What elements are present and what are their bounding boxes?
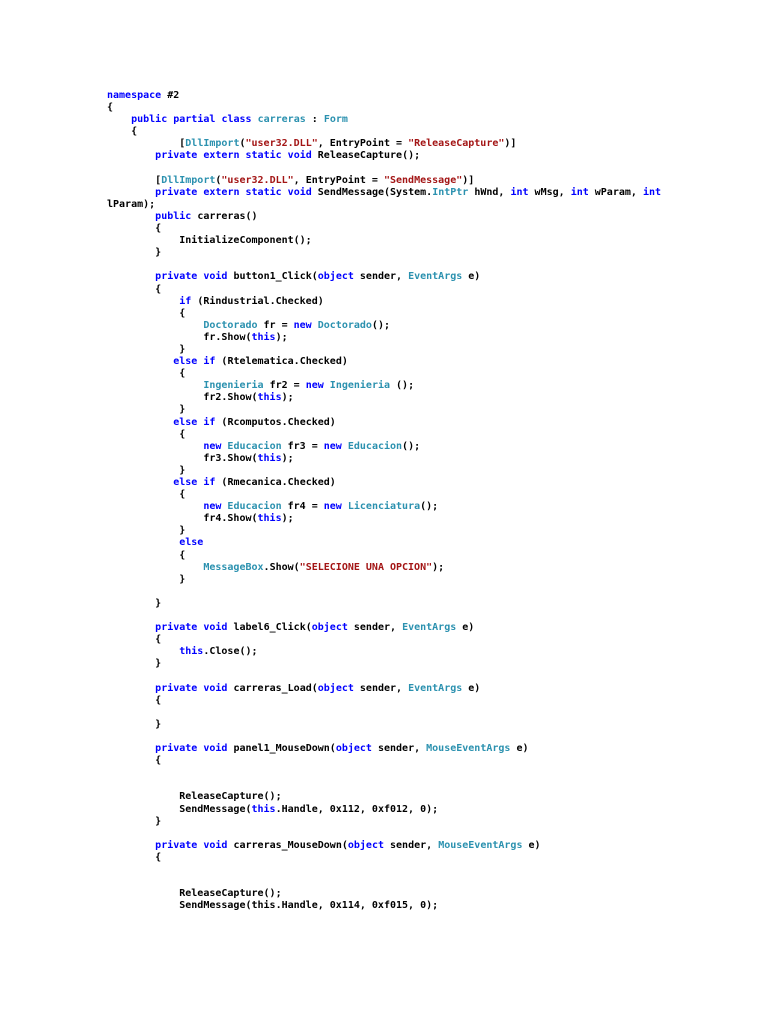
code-line [107,562,661,574]
code-line [107,404,661,416]
code-token: void [203,682,228,694]
code-token [107,417,173,428]
code-token: Educacion [227,440,282,452]
code-token: else [173,356,198,368]
code-token: if [203,416,216,428]
code-token: new [293,319,312,331]
code-token: private [155,682,198,694]
code-line [107,864,661,876]
code-token: partial [173,114,216,126]
code-token: wMsg, [528,186,571,198]
code-token: if [203,356,216,368]
code-token: this [257,452,282,464]
code-token [107,441,203,452]
code-line [107,671,661,683]
code-token: } [107,525,186,537]
code-token: { [107,126,138,138]
code-line [107,683,661,695]
code-token: SendMessage(this.Handle, 0x114, 0xf015, 0); [107,900,439,912]
code-token: int [642,186,661,198]
code-token: wParam, [588,186,643,198]
code-token: MouseEventArgs [438,839,523,851]
code-token: [ [107,174,162,186]
code-token: object [317,271,354,283]
code-token: "SendMessage" [383,174,463,186]
code-line [107,138,661,150]
code-line [107,417,661,429]
code-token: if [203,477,216,488]
code-line [107,211,661,223]
code-token: new [305,380,324,392]
code-token: Educacion [227,501,282,513]
code-token: Doctorado [203,319,258,331]
code-line [107,150,661,162]
code-token: (); [402,440,421,452]
code-token: .Handle, 0x112, 0xf012, 0); [275,803,439,815]
code-line [107,537,661,549]
code-token: } [107,343,186,355]
code-line [107,731,661,743]
code-token: "user32.DLL" [245,138,318,150]
code-line [107,900,661,912]
code-token: MouseEventArgs [426,743,511,755]
code-line [107,888,661,900]
code-line [107,235,661,247]
code-token: ); [281,513,294,525]
code-token: } [107,597,162,609]
code-token: [ [107,138,186,150]
code-token: sender, [353,682,409,694]
code-token: EventArgs [408,682,463,694]
code-token: (Rindustrial.Checked) [191,295,324,307]
code-token: { [107,634,162,646]
code-line [107,114,661,126]
code-line [107,828,661,840]
code-token [107,271,155,282]
code-token: Doctorado [317,319,372,331]
code-token: ); [275,331,288,343]
code-token: sender, [371,743,427,755]
code-token: carreras() [191,210,258,222]
code-token: object [335,743,372,755]
code-token: private [155,150,198,162]
code-token: ReleaseCapture(); [107,888,282,900]
code-line [107,876,661,888]
code-token [107,477,173,488]
code-token: { [107,755,162,767]
code-token: ); [281,392,294,404]
code-line [107,259,661,271]
code-line [107,175,661,187]
code-token: carreras_Load( [227,682,318,694]
code-token: { [107,694,162,706]
code-token: } [107,464,186,476]
code-token: (); [371,319,390,331]
code-token: .Close(); [203,646,258,658]
code-line [107,284,661,296]
code-token: private [155,743,198,755]
code-line [107,622,661,634]
code-token: "SELECIONE UNA OPCION" [299,561,433,573]
code-line [107,308,661,320]
code-token [107,211,155,222]
code-block [107,90,661,912]
code-token: )] [504,138,517,150]
code-line [107,755,661,767]
code-token: { [107,283,162,295]
code-line [107,429,661,441]
code-token: e) [522,839,541,851]
code-token: if [179,295,192,307]
code-token: lParam); [107,198,156,210]
code-line [107,586,661,598]
code-token: { [107,223,162,235]
code-line [107,102,661,114]
code-token [107,743,155,754]
code-token: public [155,210,192,222]
code-line [107,767,661,779]
code-token: { [107,368,186,380]
code-line [107,126,661,138]
code-token: new [203,440,222,452]
code-token: public [131,114,168,126]
code-token: sender, [353,271,409,283]
code-token: EventArgs [408,271,463,283]
code-token: fr.Show( [107,331,252,343]
code-token: new [323,440,342,452]
code-line [107,296,661,308]
code-token: DllImport [185,138,240,150]
code-token [107,380,203,391]
code-token: SendMessage( [107,803,252,815]
code-token [107,187,155,198]
code-token: ); [432,561,445,573]
code-token: else [173,416,198,428]
code-line [107,804,661,816]
code-line [107,840,661,852]
code-token: e) [456,622,475,634]
code-token: DllImport [161,174,216,186]
code-token: this [257,513,282,525]
code-token: } [107,247,162,259]
code-token [107,622,155,633]
code-token: ( [215,174,222,186]
code-token: int [510,186,529,198]
code-line [107,574,661,586]
code-token: fr4 = [281,501,324,513]
code-line [107,489,661,501]
code-line [107,852,661,864]
code-token: carreras_MouseDown( [227,839,348,851]
code-line [107,791,661,803]
code-token [107,356,173,367]
code-token: Educacion [347,440,403,452]
code-token [107,840,155,851]
code-token: ); [281,452,294,464]
code-line [107,598,661,610]
code-token: sender, [347,622,403,634]
code-token: private [155,186,198,198]
code-line [107,465,661,477]
code-token: void [287,150,312,162]
code-token: object [317,682,354,694]
code-token: .Show( [263,561,300,573]
code-line [107,392,661,404]
code-token: { [107,549,186,561]
code-line [107,634,661,646]
code-line [107,320,661,332]
code-line [107,223,661,235]
code-token: private [155,622,198,634]
code-token: (); [420,501,439,513]
code-token: ReleaseCapture(); [311,150,421,162]
code-line [107,743,661,755]
code-token: EventArgs [402,622,457,634]
code-token: hWnd, [468,186,511,198]
code-line [107,187,661,199]
code-line [107,199,661,211]
code-token: void [203,271,228,283]
code-token: )] [462,174,475,186]
code-line [107,368,661,380]
code-line [107,501,661,513]
code-line [107,344,661,356]
code-token: ReleaseCapture(); [107,791,282,803]
code-token: , EntryPoint = [293,174,384,186]
code-line [107,247,661,259]
code-token: InitializeComponent(); [107,235,312,247]
code-line [107,646,661,658]
code-line [107,610,661,622]
code-line [107,356,661,368]
code-line [107,816,661,828]
code-token: private [155,839,198,851]
code-token: (Rcomputos.Checked) [215,416,336,428]
code-line [107,658,661,670]
code-token: "ReleaseCapture" [408,138,505,150]
code-token: class [221,114,252,126]
code-token: (Rtelematica.Checked) [215,356,348,368]
code-token: , EntryPoint = [317,138,409,150]
code-token [107,296,179,307]
code-token: Ingenieria [203,380,264,392]
code-token: this [251,803,276,815]
code-token: int [570,186,589,198]
code-token: extern [203,186,240,198]
code-token: void [203,839,228,851]
code-token: object [347,839,384,851]
code-token: } [107,815,162,827]
code-token: { [107,102,114,114]
code-token: (); [390,380,415,392]
code-token: fr = [257,319,294,331]
code-token: ( [239,138,246,150]
code-line [107,441,661,453]
code-line [107,453,661,465]
code-token: carreras [257,114,306,126]
code-token: MessageBox [203,561,264,573]
code-token: Form [323,114,348,126]
code-token [107,562,203,573]
code-token: namespace [107,90,162,101]
code-token: e) [510,743,529,755]
code-line [107,163,661,175]
code-token: fr3 = [281,440,324,452]
code-line [107,707,661,719]
code-token: } [107,404,186,416]
code-token: static [245,150,282,162]
code-line [107,332,661,344]
code-token: panel1_MouseDown( [227,743,336,755]
code-line [107,90,661,102]
code-token: new [203,501,222,513]
code-line [107,271,661,283]
code-token: Ingenieria [329,380,391,392]
code-token: new [323,501,342,513]
code-line [107,695,661,707]
code-token: } [107,658,162,670]
code-token: else [173,477,198,488]
code-token [107,501,203,512]
code-token [107,683,155,694]
code-line [107,513,661,525]
code-token: object [311,622,348,634]
code-token: (Rmecanica.Checked) [215,477,336,488]
code-token: Licenciatura [347,501,421,513]
code-token: void [287,186,312,198]
code-token [107,114,131,125]
code-token: { [107,851,162,863]
code-token: "user32.DLL" [221,174,294,186]
code-token: { [107,307,186,319]
code-token: fr2.Show( [107,392,258,404]
code-token: fr3.Show( [107,452,258,464]
code-token: #2 [161,90,180,101]
code-token: extern [203,150,240,162]
code-token: private [155,271,198,283]
code-token: this [251,331,276,343]
code-token: { [107,489,186,501]
code-token: fr2 = [263,380,306,392]
code-token: this [179,646,204,658]
code-line [107,477,661,489]
code-line [107,380,661,392]
code-token: { [107,428,186,440]
code-token: static [245,186,282,198]
code-token: : [305,114,324,126]
code-token: e) [462,271,481,283]
code-token: this [257,392,282,404]
code-token [107,646,179,657]
code-token: sender, [384,839,439,851]
code-token: button1_Click( [227,271,318,283]
code-token: fr4.Show( [107,513,258,525]
code-token: IntPtr [432,186,469,198]
code-token: } [107,573,186,585]
code-line [107,719,661,731]
code-token: else [179,537,204,549]
code-token: SendMessage(System. [311,186,433,198]
code-token: e) [462,682,481,694]
code-token: void [203,622,228,634]
code-token [107,320,203,331]
code-token [107,150,155,161]
code-token: label6_Click( [227,622,312,634]
code-token [107,537,179,548]
code-line [107,525,661,537]
code-token: } [107,718,162,730]
code-token: void [203,743,228,755]
code-line [107,550,661,562]
code-line [107,779,661,791]
